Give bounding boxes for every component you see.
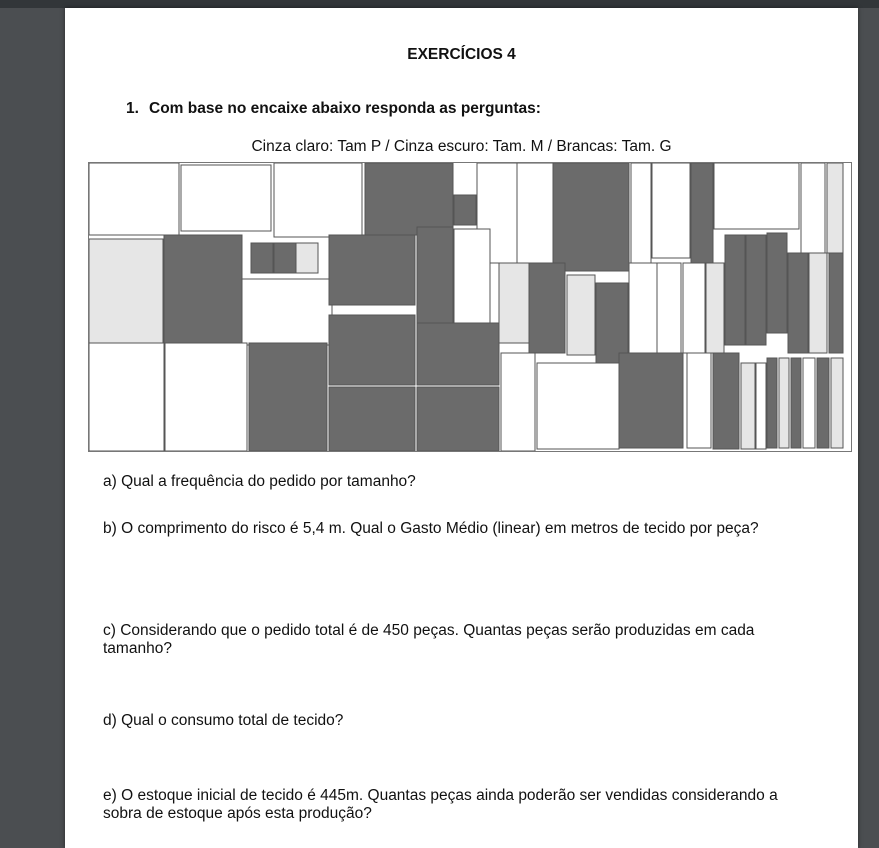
pdf-page xyxy=(65,8,858,848)
question-d: d) Qual o consumo total de tecido? xyxy=(103,712,344,729)
question-number: 1. xyxy=(126,100,139,117)
viewer-top-bar xyxy=(0,0,879,8)
question-b: b) O comprimento do risco é 5,4 m. Qual o Gasto Médio (linear) em metros de tecido por peça? xyxy=(103,520,759,537)
question-c: c) Considerando que o pedido total é de 450 peças. Quantas peças serão produzidas em cada tamanho? xyxy=(103,622,755,657)
page-title: EXERCÍCIOS 4 xyxy=(407,46,516,63)
question-heading: Com base no encaixe abaixo responda as perguntas: xyxy=(149,100,541,117)
size-legend: Cinza claro: Tam P / Cinza escuro: Tam. M / Brancas: Tam. G xyxy=(251,138,672,155)
marker-diagram xyxy=(89,163,851,451)
marker-layout-image xyxy=(88,162,852,452)
question-e: e) O estoque inicial de tecido é 445m. Quantas peças ainda poderão ser vendidas considerando a sobra de estoque após esta produção? xyxy=(103,787,778,822)
question-a: a) Qual a frequência do pedido por tamanho? xyxy=(103,473,416,490)
